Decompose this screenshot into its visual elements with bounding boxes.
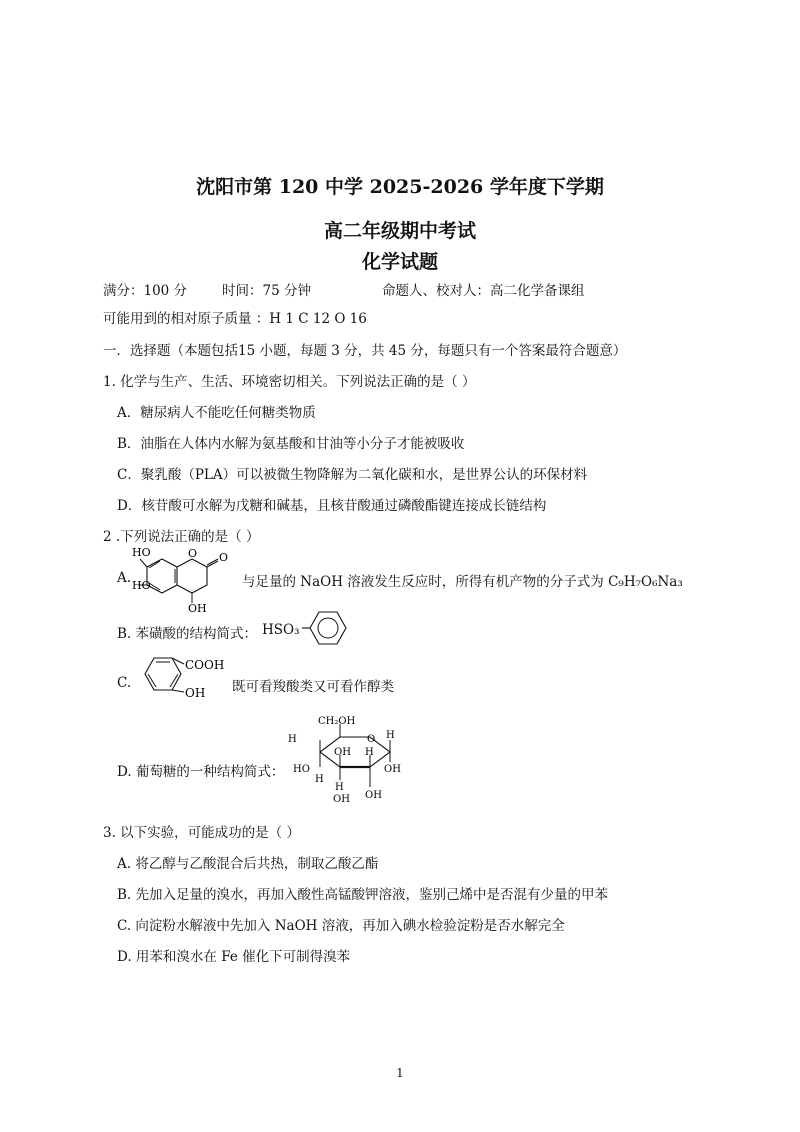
ring-oxygen-label: O <box>188 547 198 560</box>
q2-option-a-text: 与足量的 NaOH 溶液发生反应时，所得有机产物的分子式为 C₉H₇O₆Na₃ <box>242 574 683 590</box>
h-label-c5: H <box>288 734 297 745</box>
benzene-ring-b <box>302 608 348 648</box>
exam-subtitle: 高二年级期中考试 <box>323 220 476 242</box>
q2-stem: 2 .下列说法正确的是（ ） <box>103 529 260 545</box>
oh-label-c1: OH <box>384 764 401 775</box>
h-label-c2: H <box>365 747 374 758</box>
oh-label-c3: OH <box>334 747 351 758</box>
q3-option-d: D. 用苯和溴水在 Fe 催化下可制得溴苯 <box>117 949 351 965</box>
q1-option-a: A．糖尿病人不能吃任何糖类物质 <box>117 405 316 421</box>
hydroxyl-label-3: OH <box>188 602 207 613</box>
section-heading: 一．选择题（本题包括15 小题，每题 3 分，共 45 分，每题只有一个答案最符合题意） <box>103 343 627 359</box>
q3-option-a: A. 将乙醇与乙酸混合后共热，制取乙酸乙酯 <box>117 856 379 872</box>
ch2oh-label: CH₂OH <box>318 716 356 727</box>
q2-option-a-structure <box>132 545 242 613</box>
h-label-c4: H <box>315 774 324 785</box>
q2-option-c-structure <box>132 652 232 704</box>
atomic-masses: 可能用到的相对原子质量 ：H 1 C 12 O 16 <box>103 311 367 327</box>
q3-stem: 3. 以下实验，可能成功的是（ ） <box>103 825 300 841</box>
page-number: 1 <box>396 1066 404 1080</box>
hydroxyl-label-c: OH <box>185 686 206 700</box>
q1-option-b: B．油脂在人体内水解为氨基酸和甘油等小分子才能被吸收 <box>117 436 465 452</box>
authors: 命题人、校对人：高二化学备课组 <box>382 283 585 299</box>
carbonyl-oxygen-label: O <box>219 551 229 564</box>
ho-label-c4: HO <box>293 764 310 775</box>
hydroxyl-label-2: HO <box>132 579 151 592</box>
glucose-haworth-structure <box>285 712 415 812</box>
q2-option-b-text: B. 苯磺酸的结构简式： <box>117 626 258 642</box>
q2-option-b-formula: HSO₃ <box>262 622 300 638</box>
h-label-c3: H <box>335 782 344 793</box>
ring-oxygen-d: O <box>367 734 376 745</box>
oh-label-c3-lower: OH <box>333 794 350 805</box>
q3-option-c: C. 向淀粉水解液中先加入 NaOH 溶液，再加入碘水检验淀粉是否水解完全 <box>117 918 565 934</box>
q1-option-d: D．核苷酸可水解为戊糖和碱基，且核苷酸通过磷酸酯键连接成长链结构 <box>117 498 547 514</box>
hydroxyl-label-1: HO <box>132 546 151 559</box>
exam-subject: 化学试题 <box>361 251 438 273</box>
q2-option-a-label: A. <box>117 570 132 586</box>
exam-title: 沈阳市第 120 中学 2025-2026 学年度下学期 <box>196 176 604 198</box>
h-label-c1: H <box>386 730 395 741</box>
q2-option-c-label: C. <box>117 675 132 691</box>
oh-label-c2: OH <box>365 790 382 801</box>
exam-time: 时间：75 分钟 <box>222 283 311 299</box>
q2-option-c-text: 既可看羧酸类又可看作醇类 <box>232 679 394 695</box>
q1-option-c: C．聚乳酸（PLA）可以被微生物降解为二氧化碳和水，是世界公认的环保材料 <box>117 467 588 483</box>
q3-option-b: B. 先加入足量的溴水，再加入酸性高锰酸钾溶液，鉴别己烯中是否混有少量的甲苯 <box>117 887 609 903</box>
carboxyl-label: COOH <box>185 658 225 672</box>
full-score: 满分：100 分 <box>103 283 188 299</box>
q1-stem: 1. 化学与生产、生活、环境密切相关。下列说法正确的是（ ） <box>103 374 476 390</box>
q2-option-d-text: D. 葡萄糖的一种结构简式： <box>117 764 285 780</box>
